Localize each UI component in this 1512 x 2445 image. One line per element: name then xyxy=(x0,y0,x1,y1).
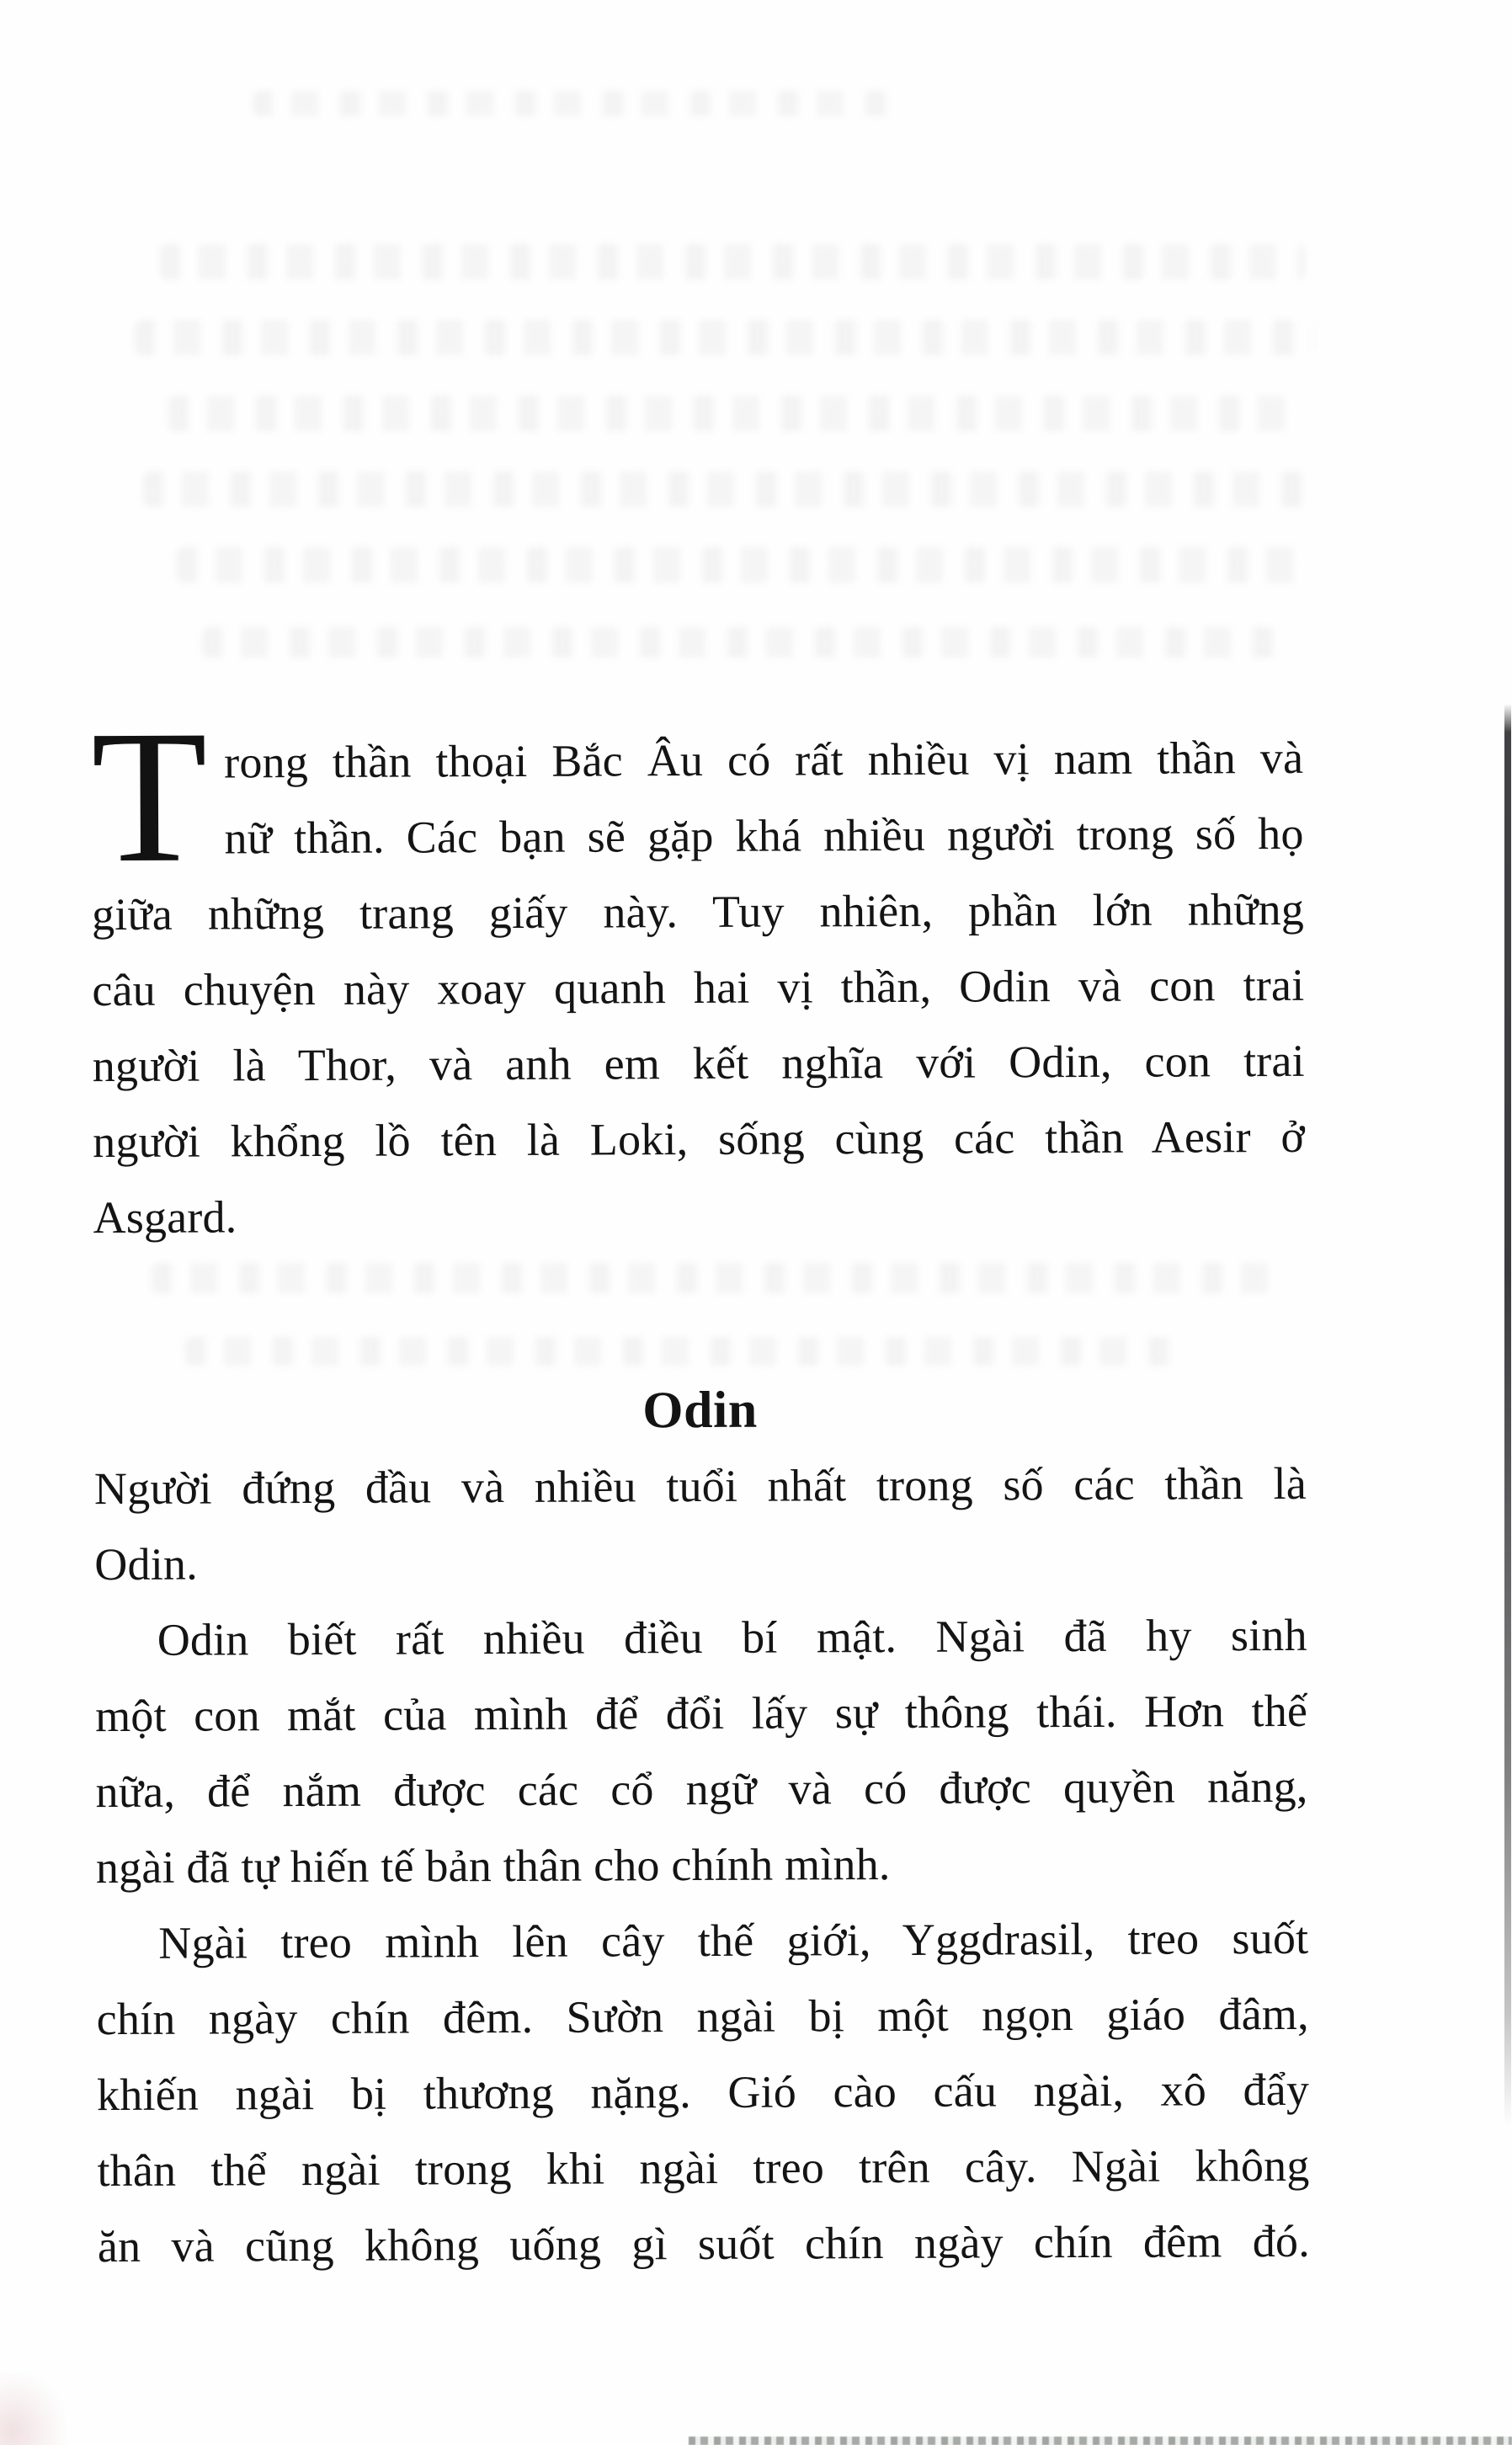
text-line: rong thần thoại Bắc Âu có rất nhiều vị nam thần và xyxy=(224,732,1304,788)
paragraph-odin-intro xyxy=(94,1446,1307,1602)
text-line: chín ngày chín đêm. Sườn ngài bị một ngọn giáo đâm, xyxy=(96,1988,1309,2045)
text-line: ngài đã tự hiến tế bản thân cho chính mình. xyxy=(95,1839,891,1894)
text-line: thân thể ngài trong khi ngài treo trên cây. Ngài không xyxy=(97,2139,1310,2197)
bleed-through-ghost-text xyxy=(253,91,892,116)
paragraph-intro xyxy=(90,690,1306,1255)
bleed-through-ghost-text xyxy=(143,471,1313,507)
text-line: Người đứng đầu và nhiều tuổi nhất trong số các thần là xyxy=(93,1457,1307,1515)
scan-bottom-edge-band xyxy=(689,2437,1512,2445)
text-line: người khổng lồ tên là Loki, sống cùng các thần Aesir ở xyxy=(93,1111,1306,1168)
scan-corner-smudge xyxy=(0,2373,66,2445)
text-line: ăn và cũng không uống gì suốt chín ngày chín đêm đó. xyxy=(97,2215,1311,2272)
paragraph-odin-yggdrasil xyxy=(96,1900,1310,2284)
text-line: nữ thần. Các bạn sẽ gặp khá nhiều người trong số họ xyxy=(224,807,1304,864)
text-line: khiến ngài bị thương nặng. Gió cào cấu ngài, xô đẩy xyxy=(96,2064,1310,2121)
bleed-through-ghost-text xyxy=(202,627,1280,658)
text-line: nữa, để nắm được các cổ ngữ và có được quyền năng, xyxy=(95,1761,1308,1818)
bleed-through-ghost-text xyxy=(135,320,1313,355)
bleed-through-ghost-text xyxy=(168,396,1288,431)
paragraph-odin-secrets xyxy=(95,1597,1309,1905)
drop-cap: T xyxy=(90,690,208,903)
text-line: Ngài treo mình lên cây thế giới, Yggdrasil, treo suốt xyxy=(158,1912,1309,1968)
text-line: giữa những trang giấy này. Tuy nhiên, phần lớn những xyxy=(91,883,1305,940)
text-line: một con mắt của mình để đổi lấy sự thông thái. Hơn thế xyxy=(95,1685,1308,1742)
scan-edge-shadow xyxy=(1504,704,1511,2127)
bleed-through-ghost-text xyxy=(160,244,1305,280)
section-heading: Odin xyxy=(642,1381,758,1440)
text-column xyxy=(90,690,1311,2284)
bleed-through-ghost-text xyxy=(177,547,1305,583)
text-line: Odin. xyxy=(94,1538,198,1590)
text-line: Odin biết rất nhiều điều bí mật. Ngài đã hy sinh xyxy=(157,1609,1307,1665)
text-line: Asgard. xyxy=(93,1191,237,1244)
text-line: người là Thor, và anh em kết nghĩa với Odin, con trai xyxy=(92,1035,1305,1092)
text-line: câu chuyện này xoay quanh hai vị thần, Odin và con trai xyxy=(92,959,1305,1016)
